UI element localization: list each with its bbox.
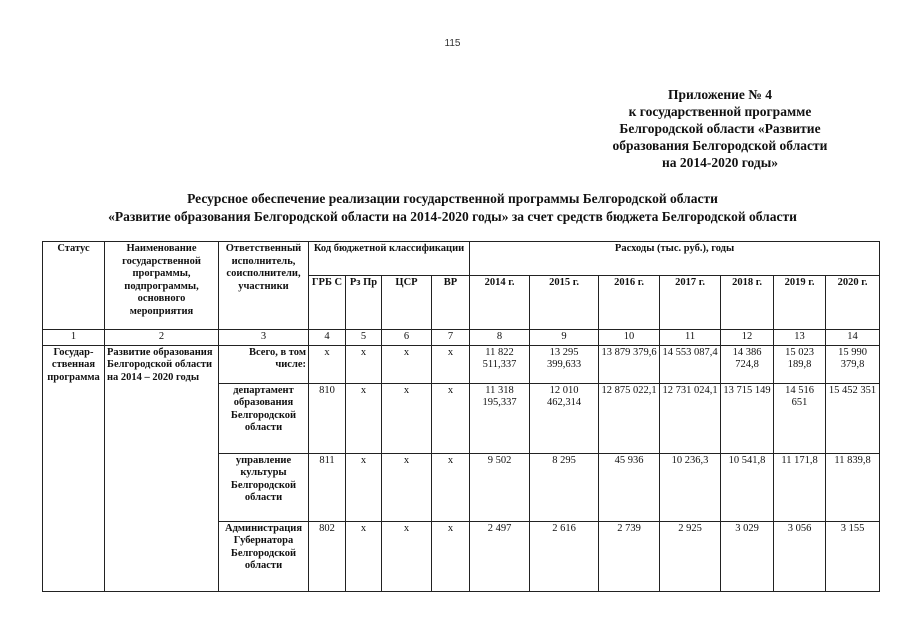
- table-row: [43, 345, 880, 383]
- value-cell: 13 295 399,633: [530, 345, 599, 383]
- header-year-2017: 2017 г.: [660, 276, 721, 330]
- appendix-line: Белгородской области «Развитие: [619, 121, 821, 136]
- header-csr: ЦСР: [382, 276, 432, 330]
- column-number: 6: [382, 330, 432, 346]
- column-number: 9: [530, 330, 599, 346]
- column-number: 3: [219, 330, 309, 346]
- value-cell: 2 739: [599, 521, 660, 591]
- column-number: 8: [470, 330, 530, 346]
- value-cell: 45 936: [599, 453, 660, 521]
- value-cell: 14 386 724,8: [721, 345, 774, 383]
- value-cell: 14 516 651: [774, 383, 826, 453]
- value-cell: 13 879 379,6: [599, 345, 660, 383]
- appendix-line: на 2014-2020 годы»: [661, 155, 779, 170]
- grbs-cell: х: [309, 345, 346, 383]
- value-cell: 11 822 511,337: [470, 345, 530, 383]
- value-cell: 10 541,8: [721, 453, 774, 521]
- value-cell: 2 616: [530, 521, 599, 591]
- value-cell: 10 236,3: [660, 453, 721, 521]
- value-cell: 3 155: [826, 521, 880, 591]
- responsible-cell: департамент образования Белгородской области: [219, 383, 309, 453]
- rzpr-cell: х: [346, 345, 382, 383]
- value-cell: 2 925: [660, 521, 721, 591]
- column-number: 5: [346, 330, 382, 346]
- rzpr-cell: х: [346, 383, 382, 453]
- document-title-line-2: «Развитие образования Белгородской области на 2014-2020 годы» за счет средств бюджета Белгородской области: [108, 209, 797, 224]
- status-cell: Государ-ственная программа: [43, 345, 105, 591]
- header-rzpr: Рз Пр: [346, 276, 382, 330]
- header-budget-code: Код бюджетной классификации: [309, 242, 470, 276]
- value-cell: 9 502: [470, 453, 530, 521]
- header-expenses: Расходы (тыс. руб.), годы: [470, 242, 880, 276]
- vr-cell: х: [432, 383, 470, 453]
- vr-cell: х: [432, 521, 470, 591]
- header-year-2016: 2016 г.: [599, 276, 660, 330]
- document-title-line-1: Ресурсное обеспечение реализации государственной программы Белгородской области: [187, 191, 718, 206]
- column-number: 11: [660, 330, 721, 346]
- header-year-2015: 2015 г.: [530, 276, 599, 330]
- column-number: 14: [826, 330, 880, 346]
- column-number: 2: [105, 330, 219, 346]
- header-grbs: ГРБ С: [309, 276, 346, 330]
- csr-cell: х: [382, 345, 432, 383]
- appendix-line: к государственной программе: [628, 104, 812, 119]
- header-year-2018: 2018 г.: [721, 276, 774, 330]
- value-cell: 12 875 022,1: [599, 383, 660, 453]
- value-cell: 15 990 379,8: [826, 345, 880, 383]
- value-cell: 15 023 189,8: [774, 345, 826, 383]
- header-year-2019: 2019 г.: [774, 276, 826, 330]
- column-number: 13: [774, 330, 826, 346]
- column-number: 4: [309, 330, 346, 346]
- csr-cell: х: [382, 453, 432, 521]
- vr-cell: х: [432, 345, 470, 383]
- column-number: 7: [432, 330, 470, 346]
- header-name: Наименование государственной программы, подпрограммы, основного мероприятия: [105, 242, 219, 330]
- value-cell: 11 839,8: [826, 453, 880, 521]
- rzpr-cell: х: [346, 521, 382, 591]
- grbs-cell: 811: [309, 453, 346, 521]
- value-cell: 3 056: [774, 521, 826, 591]
- header-status: Статус: [43, 242, 105, 330]
- appendix-heading: [560, 86, 880, 171]
- header-responsible: Ответственный исполнитель, соисполнители, участники: [219, 242, 309, 330]
- value-cell: 12 010 462,314: [530, 383, 599, 453]
- resource-table: [42, 241, 880, 592]
- rzpr-cell: х: [346, 453, 382, 521]
- column-number-row: [43, 330, 880, 346]
- value-cell: 13 715 149: [721, 383, 774, 453]
- value-cell: 15 452 351: [826, 383, 880, 453]
- value-cell: 3 029: [721, 521, 774, 591]
- value-cell: 11 171,8: [774, 453, 826, 521]
- header-row-1: [43, 242, 880, 276]
- program-name-cell: Развитие образования Белгородской области на 2014 – 2020 годы: [105, 345, 219, 591]
- header-year-2020: 2020 г.: [826, 276, 880, 330]
- responsible-cell: Администрация Губернатора Белгородской области: [219, 521, 309, 591]
- vr-cell: х: [432, 453, 470, 521]
- page-number: 115: [444, 38, 461, 49]
- value-cell: 8 295: [530, 453, 599, 521]
- column-number: 12: [721, 330, 774, 346]
- responsible-cell: управление культуры Белгородской области: [219, 453, 309, 521]
- value-cell: 2 497: [470, 521, 530, 591]
- value-cell: 14 553 087,4: [660, 345, 721, 383]
- appendix-line: образования Белгородской области: [612, 138, 828, 153]
- column-number: 10: [599, 330, 660, 346]
- header-vr: ВР: [432, 276, 470, 330]
- appendix-line: Приложение № 4: [668, 87, 772, 102]
- responsible-cell: Всего, в том числе:: [219, 345, 309, 383]
- header-year-2014: 2014 г.: [470, 276, 530, 330]
- value-cell: 11 318 195,337: [470, 383, 530, 453]
- grbs-cell: 810: [309, 383, 346, 453]
- document-title: [0, 190, 905, 226]
- csr-cell: х: [382, 521, 432, 591]
- column-number: 1: [43, 330, 105, 346]
- value-cell: 12 731 024,1: [660, 383, 721, 453]
- grbs-cell: 802: [309, 521, 346, 591]
- csr-cell: х: [382, 383, 432, 453]
